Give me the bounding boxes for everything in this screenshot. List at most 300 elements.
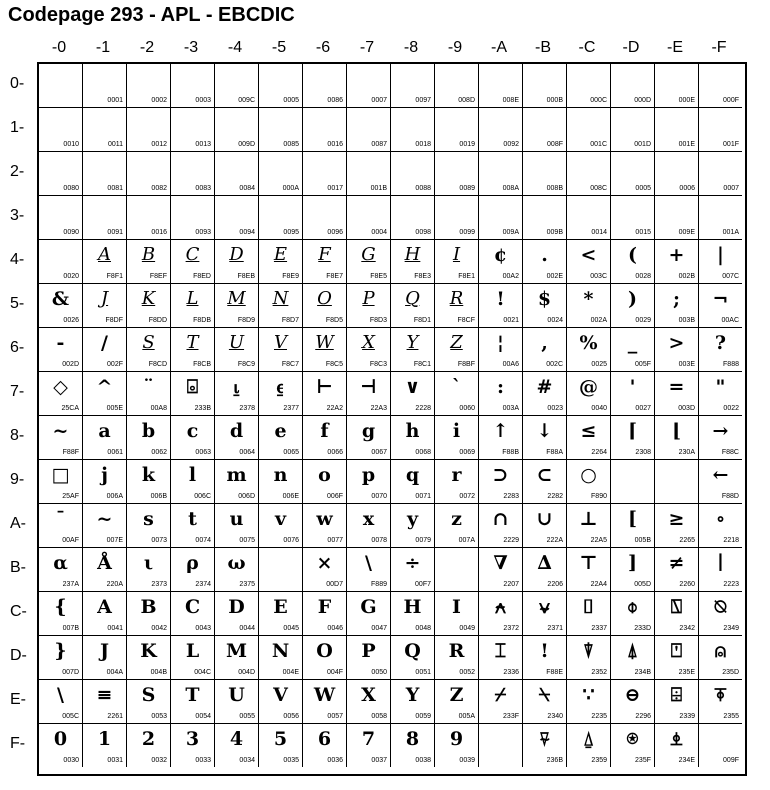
cell-unicode-code: F8F1 bbox=[106, 273, 123, 280]
code-cell bbox=[435, 724, 479, 767]
cell-unicode-code: 0047 bbox=[371, 625, 387, 632]
cell-glyph bbox=[567, 196, 610, 228]
cell-glyph: t bbox=[188, 508, 197, 530]
cell-glyph: i bbox=[452, 420, 461, 442]
cell-glyph bbox=[655, 108, 698, 140]
cell-glyph: □ bbox=[51, 464, 70, 486]
cell-unicode-code: 0038 bbox=[415, 757, 431, 764]
code-cell bbox=[391, 636, 435, 680]
cell-glyph: ≡ bbox=[96, 684, 113, 706]
cell-glyph: T bbox=[185, 684, 200, 706]
cell-glyph: h bbox=[405, 420, 420, 442]
cell-unicode-code: 00F7 bbox=[415, 581, 431, 588]
cell-unicode-code: 0005 bbox=[283, 97, 299, 104]
cell-glyph: ⊤ bbox=[579, 552, 598, 574]
cell-glyph: ⊥ bbox=[579, 508, 598, 530]
cell-unicode-code: 0082 bbox=[151, 185, 167, 192]
code-cell bbox=[215, 284, 259, 328]
cell-unicode-code: 0073 bbox=[151, 537, 167, 544]
cell-unicode-code: 0022 bbox=[723, 405, 739, 412]
code-cell bbox=[171, 460, 215, 504]
code-cell bbox=[567, 680, 611, 724]
cell-glyph bbox=[435, 64, 478, 96]
cell-unicode-code: 2355 bbox=[723, 713, 739, 720]
cell-glyph: . bbox=[541, 244, 548, 266]
code-cell bbox=[523, 328, 567, 372]
cell-glyph bbox=[611, 152, 654, 184]
cell-unicode-code: 0076 bbox=[283, 537, 299, 544]
cell-glyph: X bbox=[362, 332, 375, 353]
cell-glyph: Y bbox=[405, 684, 420, 706]
cell-unicode-code: 006B bbox=[150, 493, 167, 500]
cell-unicode-code: 0001 bbox=[107, 97, 123, 104]
cell-unicode-code: 0070 bbox=[371, 493, 387, 500]
page-title: Codepage 293 - APL - EBCDIC bbox=[8, 4, 295, 26]
cell-glyph: ⍋ bbox=[626, 640, 639, 662]
cell-glyph: f bbox=[320, 420, 329, 442]
code-cell bbox=[347, 64, 391, 108]
row-header: 6- bbox=[10, 339, 25, 356]
cell-unicode-code: 0074 bbox=[195, 537, 211, 544]
code-cell bbox=[259, 240, 303, 284]
cell-unicode-code: 00A6 bbox=[502, 361, 519, 368]
code-cell bbox=[479, 328, 523, 372]
cell-glyph: G bbox=[361, 244, 376, 265]
cell-unicode-code: 0088 bbox=[415, 185, 431, 192]
cell-glyph bbox=[391, 64, 434, 96]
cell-unicode-code: 2352 bbox=[591, 669, 607, 676]
cell-unicode-code: 007E bbox=[106, 537, 123, 544]
cell-glyph: Q bbox=[404, 640, 421, 662]
cell-unicode-code: 008E bbox=[502, 97, 519, 104]
code-cell bbox=[523, 64, 567, 108]
cell-glyph: ⊃ bbox=[492, 464, 509, 486]
code-cell bbox=[699, 240, 742, 284]
cell-glyph: ¦ bbox=[497, 332, 504, 354]
code-cell bbox=[303, 592, 347, 636]
cell-glyph: ↑ bbox=[492, 420, 509, 442]
code-cell bbox=[699, 680, 742, 724]
column-header: -F bbox=[711, 39, 727, 56]
code-cell bbox=[127, 504, 171, 548]
cell-unicode-code: 2260 bbox=[679, 581, 695, 588]
column-header: -B bbox=[535, 39, 551, 56]
cell-unicode-code: 006A bbox=[106, 493, 123, 500]
cell-unicode-code: 2349 bbox=[723, 625, 739, 632]
cell-unicode-code: 009A bbox=[502, 229, 519, 236]
cell-glyph bbox=[391, 108, 434, 140]
row-headers bbox=[0, 62, 36, 774]
code-cell bbox=[523, 592, 567, 636]
column-header: -6 bbox=[315, 39, 331, 56]
cell-unicode-code: 0034 bbox=[239, 757, 255, 764]
cell-unicode-code: F88B bbox=[502, 449, 519, 456]
code-cell bbox=[347, 328, 391, 372]
cell-unicode-code: 235E bbox=[678, 669, 695, 676]
code-cell bbox=[391, 592, 435, 636]
cell-unicode-code: 0097 bbox=[415, 97, 431, 104]
cell-unicode-code: 2377 bbox=[283, 405, 299, 412]
code-cell bbox=[215, 416, 259, 460]
cell-unicode-code: 004D bbox=[238, 669, 255, 676]
code-cell bbox=[39, 372, 83, 416]
cell-glyph bbox=[127, 64, 170, 96]
cell-unicode-code: 0060 bbox=[459, 405, 475, 412]
cell-glyph bbox=[259, 152, 302, 184]
code-cell bbox=[479, 152, 523, 196]
code-cell bbox=[435, 240, 479, 284]
code-cell bbox=[391, 372, 435, 416]
code-cell bbox=[391, 504, 435, 548]
cell-glyph: $ bbox=[537, 288, 552, 310]
cell-unicode-code: 222A bbox=[546, 537, 563, 544]
cell-unicode-code: 0099 bbox=[459, 229, 475, 236]
code-cell bbox=[567, 240, 611, 284]
cell-glyph: x bbox=[362, 508, 375, 530]
row-header: 0- bbox=[10, 75, 25, 92]
code-cell bbox=[171, 680, 215, 724]
code-cell bbox=[171, 240, 215, 284]
cell-glyph: ^ bbox=[96, 376, 113, 398]
code-cell bbox=[303, 284, 347, 328]
cell-glyph bbox=[655, 460, 698, 492]
cell-glyph: c bbox=[186, 420, 199, 442]
cell-glyph: U bbox=[228, 684, 245, 706]
cell-glyph: ? bbox=[714, 332, 727, 354]
cell-glyph: I bbox=[452, 244, 461, 265]
cell-glyph bbox=[567, 64, 610, 96]
cell-glyph: " bbox=[715, 376, 726, 398]
cell-glyph: E bbox=[273, 596, 288, 618]
code-cell bbox=[39, 64, 83, 108]
cell-glyph bbox=[171, 196, 214, 228]
cell-glyph: M bbox=[225, 640, 248, 662]
cell-unicode-code: F8EB bbox=[237, 273, 255, 280]
cell-unicode-code: 009D bbox=[238, 141, 255, 148]
code-cell bbox=[127, 416, 171, 460]
cell-unicode-code: 22A2 bbox=[326, 405, 343, 412]
cell-glyph: _ bbox=[627, 332, 638, 354]
code-cell bbox=[215, 636, 259, 680]
cell-unicode-code: 0017 bbox=[327, 185, 343, 192]
cell-unicode-code: 0006 bbox=[679, 185, 695, 192]
code-cell bbox=[259, 636, 303, 680]
cell-unicode-code: 0002 bbox=[151, 97, 167, 104]
cell-glyph bbox=[611, 108, 654, 140]
cell-unicode-code: 2337 bbox=[591, 625, 607, 632]
cell-unicode-code: 006D bbox=[238, 493, 255, 500]
cell-glyph: Å bbox=[97, 552, 112, 574]
code-cell bbox=[303, 196, 347, 240]
cell-glyph bbox=[303, 196, 346, 228]
code-cell bbox=[303, 416, 347, 460]
code-cell bbox=[347, 416, 391, 460]
code-cell bbox=[611, 240, 655, 284]
cell-unicode-code: 0057 bbox=[327, 713, 343, 720]
column-header: -C bbox=[578, 39, 596, 56]
cell-glyph bbox=[699, 196, 742, 228]
code-cell bbox=[39, 196, 83, 240]
code-cell bbox=[655, 328, 699, 372]
column-header: -8 bbox=[403, 39, 419, 56]
code-cell bbox=[699, 196, 742, 240]
code-cell bbox=[259, 196, 303, 240]
column-header: -3 bbox=[183, 39, 199, 56]
cell-glyph bbox=[479, 64, 522, 96]
cell-unicode-code: 004B bbox=[150, 669, 167, 676]
cell-unicode-code: 009C bbox=[238, 97, 255, 104]
cell-unicode-code: 0069 bbox=[459, 449, 475, 456]
row-header: E- bbox=[10, 691, 26, 708]
column-header: -0 bbox=[51, 39, 67, 56]
cell-glyph: 8 bbox=[405, 728, 420, 750]
cell-unicode-code: 0098 bbox=[415, 229, 431, 236]
cell-unicode-code: 2206 bbox=[547, 581, 563, 588]
cell-glyph bbox=[39, 196, 82, 228]
code-cell bbox=[479, 240, 523, 284]
cell-unicode-code: 233D bbox=[634, 625, 651, 632]
code-cell bbox=[567, 504, 611, 548]
code-cell bbox=[611, 592, 655, 636]
cell-unicode-code: 001E bbox=[678, 141, 695, 148]
code-cell bbox=[215, 108, 259, 152]
cell-glyph: X bbox=[361, 684, 376, 706]
code-cell bbox=[215, 196, 259, 240]
code-cell bbox=[611, 636, 655, 680]
cell-unicode-code: 000F bbox=[723, 97, 739, 104]
cell-unicode-code: 0089 bbox=[459, 185, 475, 192]
code-cell bbox=[215, 724, 259, 767]
cell-glyph: α bbox=[53, 552, 68, 574]
cell-unicode-code: F8DB bbox=[193, 317, 211, 324]
cell-unicode-code: 2235 bbox=[591, 713, 607, 720]
code-cell bbox=[655, 240, 699, 284]
cell-glyph bbox=[347, 196, 390, 228]
cell-glyph: + bbox=[668, 244, 685, 266]
cell-glyph: ○ bbox=[580, 464, 597, 486]
cell-glyph: ⍉ bbox=[714, 596, 727, 618]
cell-unicode-code: 0046 bbox=[327, 625, 343, 632]
cell-unicode-code: 2371 bbox=[547, 625, 563, 632]
row-header: 8- bbox=[10, 427, 25, 444]
cell-unicode-code: 001C bbox=[590, 141, 607, 148]
cell-unicode-code: 0090 bbox=[63, 229, 79, 236]
code-cell bbox=[39, 504, 83, 548]
cell-glyph: ⍕ bbox=[714, 684, 727, 706]
cell-unicode-code: 0044 bbox=[239, 625, 255, 632]
cell-unicode-code: 22A5 bbox=[590, 537, 607, 544]
column-header: -D bbox=[622, 39, 640, 56]
cell-glyph: Q bbox=[405, 288, 420, 309]
code-cell bbox=[611, 284, 655, 328]
code-cell bbox=[127, 548, 171, 592]
cell-glyph: u bbox=[229, 508, 244, 530]
cell-unicode-code: F8E7 bbox=[326, 273, 343, 280]
cell-glyph: L bbox=[185, 640, 200, 662]
cell-unicode-code: 0072 bbox=[459, 493, 475, 500]
row-header: A- bbox=[10, 515, 26, 532]
cell-unicode-code: 2265 bbox=[679, 537, 695, 544]
cell-unicode-code: 0027 bbox=[635, 405, 651, 412]
code-cell bbox=[611, 724, 655, 767]
cell-glyph bbox=[171, 152, 214, 184]
cell-unicode-code: 2342 bbox=[679, 625, 695, 632]
cell-glyph: ' bbox=[629, 376, 636, 398]
cell-glyph: v bbox=[274, 508, 287, 530]
code-cell bbox=[611, 108, 655, 152]
row-header: B- bbox=[10, 559, 26, 576]
code-cell bbox=[171, 196, 215, 240]
cell-glyph: R bbox=[449, 288, 464, 309]
code-cell bbox=[479, 724, 523, 767]
code-cell bbox=[347, 284, 391, 328]
row-header: 5- bbox=[10, 295, 25, 312]
code-cell bbox=[479, 284, 523, 328]
cell-glyph: y bbox=[406, 508, 419, 530]
cell-glyph bbox=[127, 196, 170, 228]
cell-unicode-code: 0004 bbox=[371, 229, 387, 236]
cell-glyph bbox=[127, 152, 170, 184]
cell-unicode-code: 0063 bbox=[195, 449, 211, 456]
code-cell bbox=[435, 64, 479, 108]
cell-glyph bbox=[347, 108, 390, 140]
cell-glyph: C bbox=[184, 596, 201, 618]
cell-unicode-code: 0021 bbox=[503, 317, 519, 324]
cell-unicode-code: F8C9 bbox=[237, 361, 255, 368]
cell-unicode-code: 008B bbox=[546, 185, 563, 192]
cell-unicode-code: 005B bbox=[634, 537, 651, 544]
cell-unicode-code: 2308 bbox=[635, 449, 651, 456]
cell-unicode-code: 005A bbox=[458, 713, 475, 720]
cell-unicode-code: 0007 bbox=[371, 97, 387, 104]
code-cell bbox=[391, 548, 435, 592]
cell-glyph: H bbox=[403, 596, 422, 618]
code-cell bbox=[215, 64, 259, 108]
cell-glyph bbox=[171, 64, 214, 96]
cell-glyph: B bbox=[140, 596, 157, 618]
cell-unicode-code: 001F bbox=[723, 141, 739, 148]
code-cell bbox=[83, 240, 127, 284]
cell-unicode-code: 00AF bbox=[62, 537, 79, 544]
cell-unicode-code: 0042 bbox=[151, 625, 167, 632]
cell-glyph: I bbox=[452, 596, 461, 618]
code-cell bbox=[83, 64, 127, 108]
cell-unicode-code: 0036 bbox=[327, 757, 343, 764]
cell-glyph: r bbox=[451, 464, 462, 486]
cell-glyph bbox=[347, 152, 390, 184]
cell-unicode-code: 0026 bbox=[63, 317, 79, 324]
cell-glyph bbox=[303, 152, 346, 184]
cell-unicode-code: 0071 bbox=[415, 493, 431, 500]
cell-unicode-code: 0041 bbox=[107, 625, 123, 632]
cell-unicode-code: 002B bbox=[678, 273, 695, 280]
cell-glyph: G bbox=[360, 596, 377, 618]
cell-unicode-code: 00A8 bbox=[150, 405, 167, 412]
column-header: -1 bbox=[95, 39, 111, 56]
code-cell bbox=[611, 372, 655, 416]
cell-glyph: J bbox=[100, 288, 109, 309]
code-cell bbox=[347, 724, 391, 767]
code-cell bbox=[391, 196, 435, 240]
cell-glyph: l bbox=[188, 464, 197, 486]
cell-glyph bbox=[259, 108, 302, 140]
cell-unicode-code: 0037 bbox=[371, 757, 387, 764]
cell-glyph: P bbox=[361, 640, 376, 662]
cell-unicode-code: 0010 bbox=[63, 141, 79, 148]
cell-glyph bbox=[391, 196, 434, 228]
code-cell bbox=[83, 196, 127, 240]
cell-unicode-code: 2218 bbox=[723, 537, 739, 544]
cell-glyph: ∵ bbox=[582, 684, 595, 706]
code-cell bbox=[127, 680, 171, 724]
cell-unicode-code: 2207 bbox=[503, 581, 519, 588]
code-cell bbox=[391, 328, 435, 372]
cell-glyph: ! bbox=[496, 288, 505, 310]
code-cell bbox=[479, 680, 523, 724]
cell-glyph: ∘ bbox=[715, 508, 726, 530]
cell-unicode-code: 0003 bbox=[195, 97, 211, 104]
row-header: 3- bbox=[10, 207, 25, 224]
code-cell bbox=[347, 460, 391, 504]
code-cell bbox=[83, 504, 127, 548]
code-cell bbox=[699, 108, 742, 152]
cell-glyph: O bbox=[316, 640, 333, 662]
code-cell bbox=[567, 724, 611, 767]
code-cell bbox=[391, 724, 435, 767]
code-cell bbox=[215, 592, 259, 636]
cell-glyph: e bbox=[274, 420, 287, 442]
cell-glyph bbox=[259, 64, 302, 96]
code-cell bbox=[347, 108, 391, 152]
cell-glyph bbox=[699, 64, 742, 96]
code-cell bbox=[259, 504, 303, 548]
cell-glyph: E bbox=[273, 244, 288, 265]
cell-glyph: z bbox=[451, 508, 462, 530]
cell-unicode-code: 0019 bbox=[459, 141, 475, 148]
cell-unicode-code: 001A bbox=[722, 229, 739, 236]
code-cell bbox=[171, 504, 215, 548]
code-cell bbox=[127, 284, 171, 328]
cell-glyph: ⍝ bbox=[714, 640, 727, 662]
code-cell bbox=[699, 284, 742, 328]
cell-glyph: w bbox=[316, 508, 333, 530]
cell-glyph: [ bbox=[628, 508, 637, 530]
code-cell bbox=[699, 152, 742, 196]
cell-glyph: → bbox=[712, 420, 729, 442]
cell-glyph bbox=[215, 152, 258, 184]
cell-unicode-code: 0012 bbox=[151, 141, 167, 148]
code-cell bbox=[523, 196, 567, 240]
cell-glyph: N bbox=[271, 640, 290, 662]
cell-glyph: 9 bbox=[449, 728, 464, 750]
code-cell bbox=[479, 108, 523, 152]
code-cell bbox=[83, 724, 127, 767]
code-cell bbox=[435, 460, 479, 504]
cell-unicode-code: 220A bbox=[106, 581, 123, 588]
code-cell bbox=[435, 680, 479, 724]
cell-unicode-code: 0032 bbox=[151, 757, 167, 764]
code-cell bbox=[83, 636, 127, 680]
code-cell bbox=[435, 328, 479, 372]
code-cell bbox=[523, 460, 567, 504]
code-cell bbox=[567, 416, 611, 460]
cell-glyph: & bbox=[51, 288, 70, 310]
cell-unicode-code: 0052 bbox=[459, 669, 475, 676]
cell-unicode-code: 2229 bbox=[503, 537, 519, 544]
code-cell bbox=[611, 64, 655, 108]
code-cell bbox=[391, 64, 435, 108]
cell-unicode-code: 002D bbox=[62, 361, 79, 368]
